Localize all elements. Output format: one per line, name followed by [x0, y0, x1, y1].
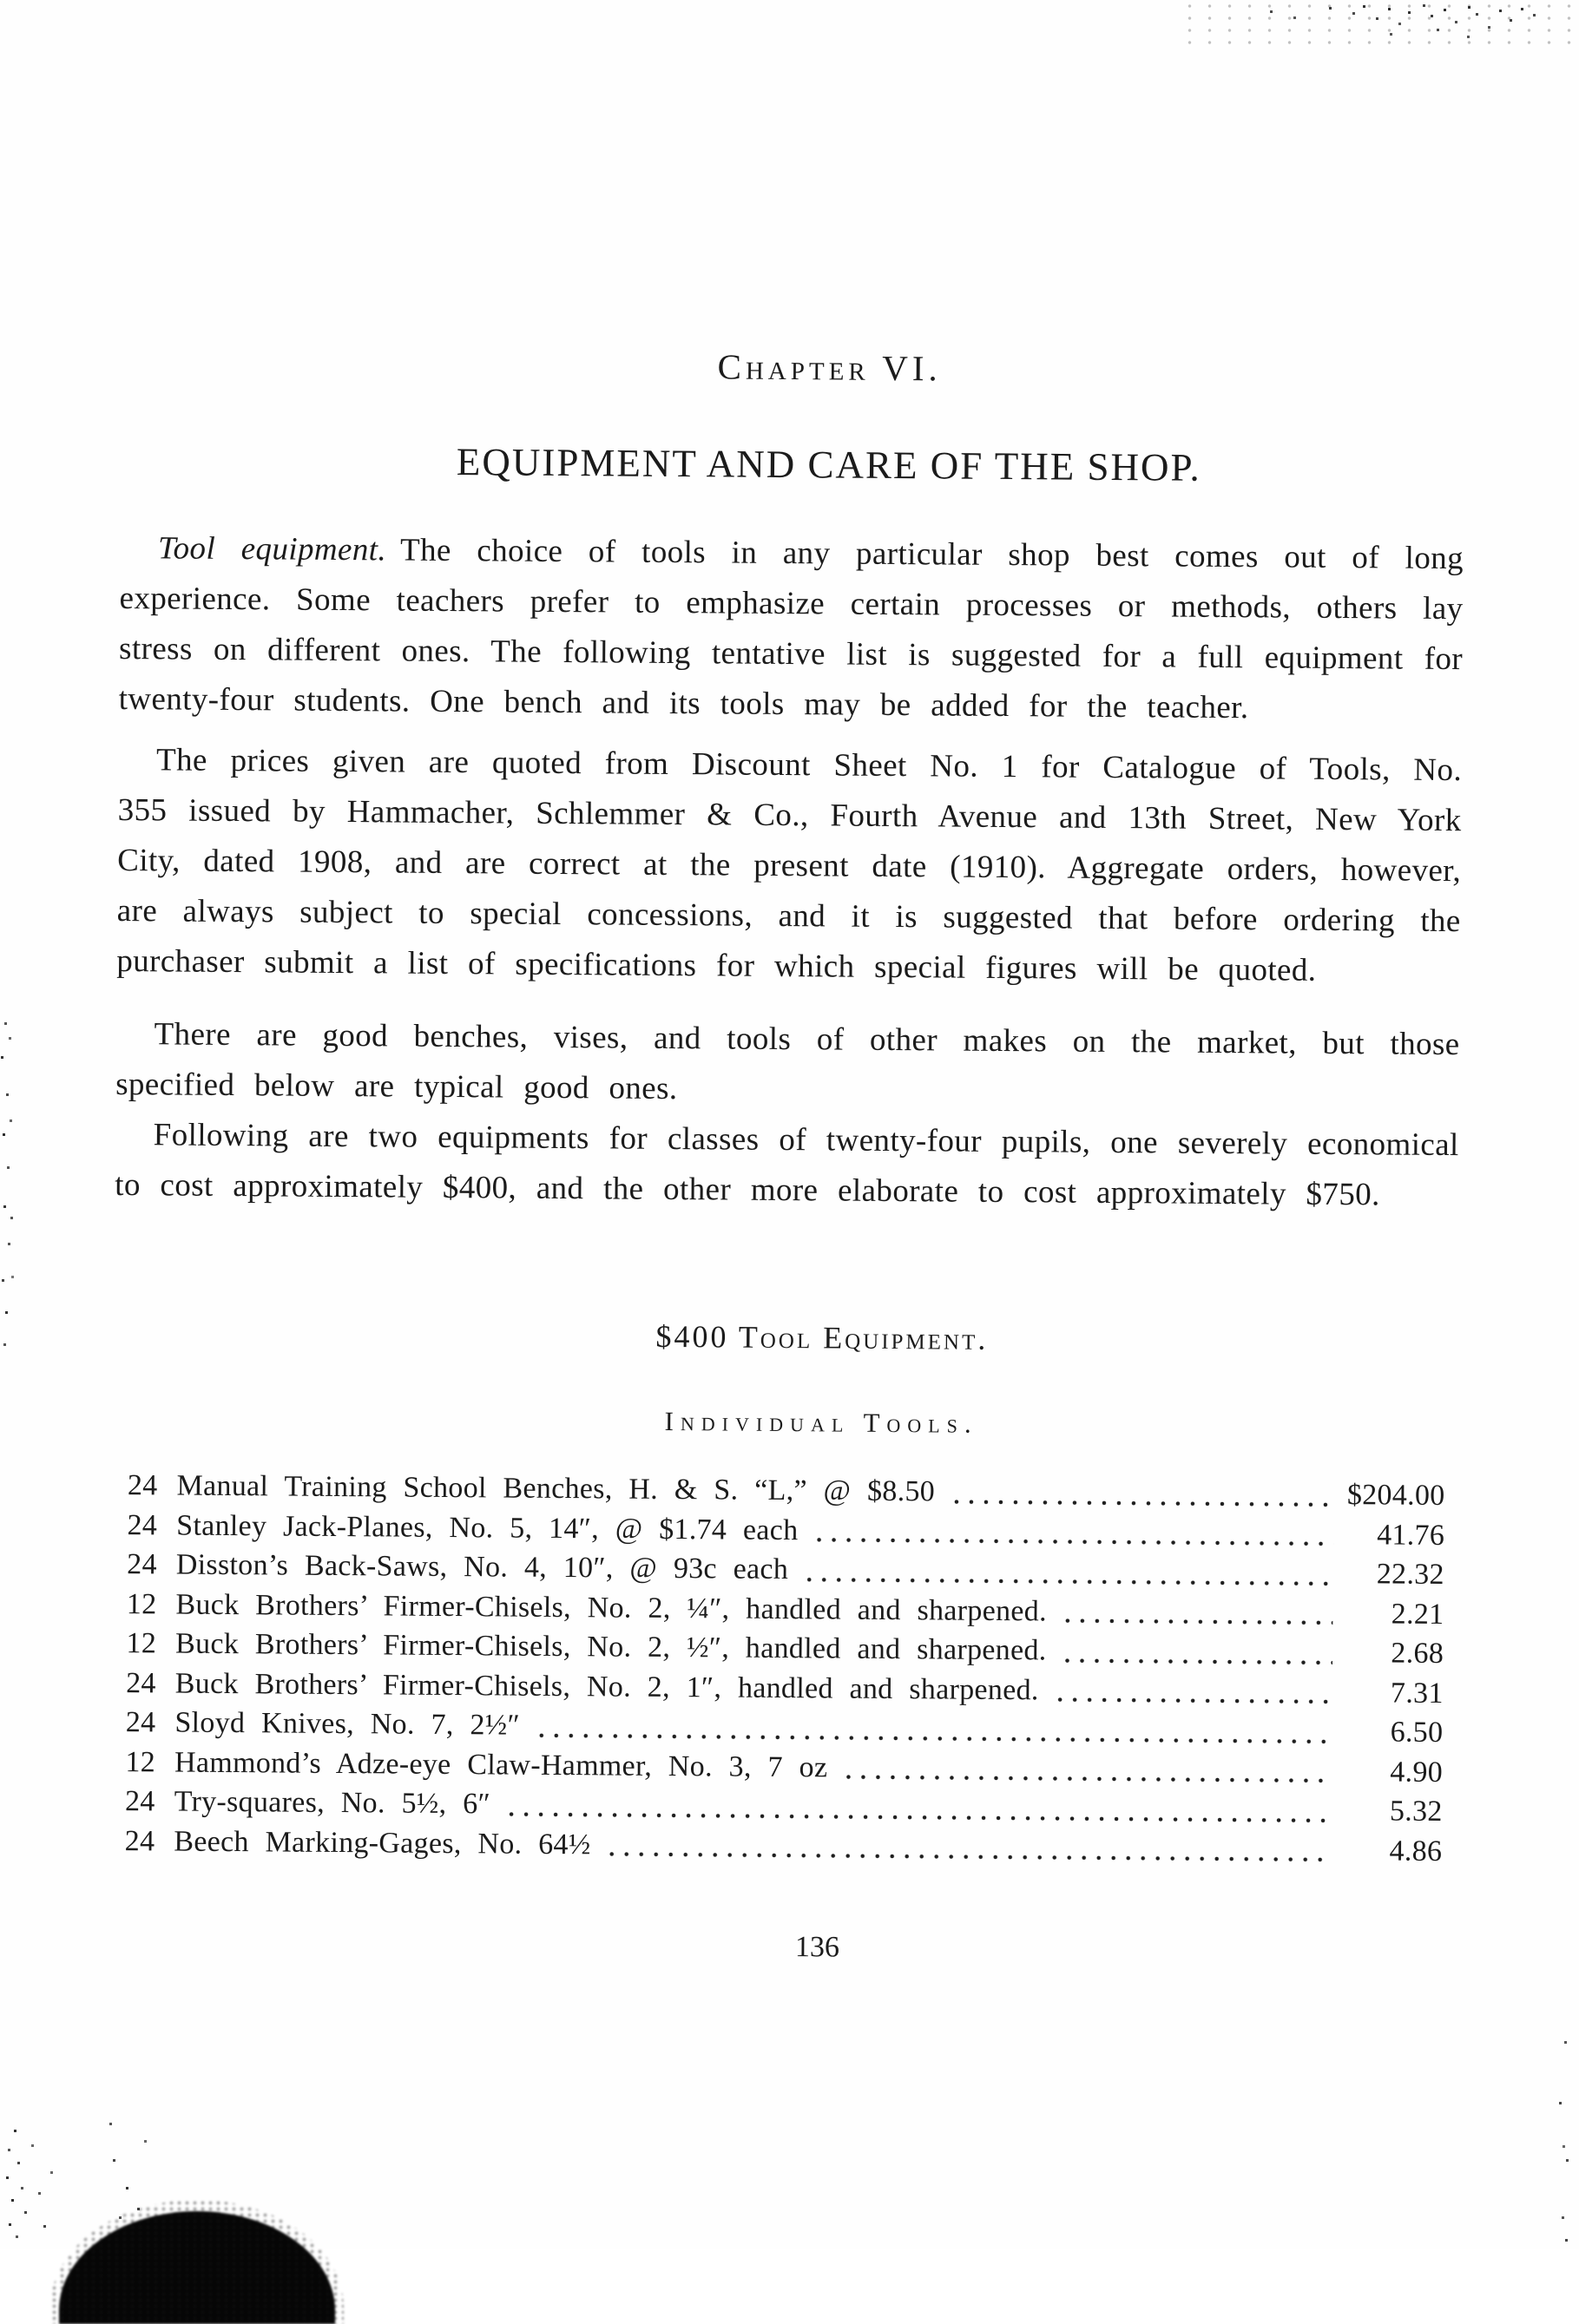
tool-price: 2.21: [1391, 1598, 1444, 1631]
tool-quantity: 24: [127, 1548, 157, 1581]
body-paragraph-tool-equipment: [118, 523, 1464, 735]
dot-leader: [602, 1851, 1332, 1862]
tool-description: Buck Brothers’ Firmer-Chisels, No. 2, ¼″, handled and sharpened.: [175, 1588, 1048, 1627]
dot-leader: [945, 1499, 1334, 1507]
tool-price: 6.50: [1390, 1716, 1444, 1749]
scan-noise-top-right: [1180, 0, 1579, 45]
chapter-heading: Chapter VI.: [717, 346, 942, 389]
tool-description: Disston’s Back-Saws, No. 4, 10″, @ 93c each: [175, 1548, 789, 1586]
tool-quantity: 24: [124, 1785, 155, 1818]
tool-quantity: 24: [126, 1666, 156, 1699]
body-paragraph-two-equipments: Following are two equipments for classes of twenty-four pupils, one severely economical to cost approximately $400, and the other more elaborate to cost approximately $750.: [115, 1117, 1459, 1213]
scan-speckles-bottom-left: [5, 2114, 8, 2117]
tool-description: Stanley Jack-Planes, No. 5, 14″, @ $1.74 each: [176, 1509, 799, 1546]
tool-quantity: 24: [125, 1706, 156, 1739]
dot-leader: [799, 1577, 1333, 1586]
section-heading-400-tool-equipment: $400 Tool Equipment.: [655, 1318, 989, 1356]
tool-quantity: 12: [126, 1587, 157, 1620]
tool-quantity: 24: [127, 1508, 158, 1541]
dot-leader: [808, 1537, 1333, 1546]
body-paragraph-prices: The prices given are quoted from Discount Sheet No. 1 for Catalogue of Tools, No. 355 issued by Hammacher, Schlemmer & Co., Fourth Avenue and 13th Street, New York City, dated 1908, and are correct at the present date (1910). Aggregate orders, however, are always subject to special concessions, and it is suggested that before ordering the purchaser submit a list of specifications for which special figures will be quoted.: [116, 742, 1463, 988]
tool-quantity: 12: [125, 1745, 156, 1778]
tool-price: 41.76: [1377, 1518, 1445, 1552]
tool-price: 22.32: [1376, 1558, 1444, 1591]
dot-leader: [838, 1775, 1332, 1783]
page-title: EQUIPMENT AND CARE OF THE SHOP.: [456, 440, 1201, 489]
dot-leader: [1056, 1658, 1332, 1664]
body-paragraph-other-makes: There are good benches, vises, and tools of other makes on the market, but those specified below are typical good ones.: [115, 1016, 1460, 1107]
tool-price: 4.90: [1390, 1756, 1444, 1789]
paragraph-text: The choice of tools in any particular shop best comes out of long experience. Some teachers prefer to emphasize certain processes or methods, others lay stress on different ones. The following tentative list is suggested for a full equipment for twenty-four students. One bench and its tools may be added for the teacher.: [118, 532, 1464, 726]
dot-leader: [1057, 1618, 1333, 1625]
scan-speckles-top-right: [0, 0, 3, 3]
tool-price: 2.68: [1391, 1637, 1444, 1670]
tool-description: Beech Marking-Gages, No. 64½: [174, 1825, 591, 1861]
tool-quantity: 24: [124, 1824, 155, 1857]
page-number: 136: [794, 1931, 840, 1964]
tool-price: 4.86: [1389, 1835, 1443, 1868]
scan-speckles-right-edge: [1561, 1987, 1563, 1990]
paragraph-lead-italic: Tool equipment.: [157, 530, 387, 568]
tool-description: Try-squares, No. 5½, 6″: [174, 1785, 491, 1821]
dot-leader: [501, 1811, 1332, 1823]
scan-speckles-left-edge: [2, 989, 4, 992]
tool-list: [109, 1466, 1445, 1871]
tool-description: Manual Training School Benches, H. & S. “L,” @ $8.50: [176, 1469, 936, 1508]
tool-price: 5.32: [1389, 1795, 1443, 1828]
dot-leader: [1049, 1697, 1332, 1704]
tool-description: Hammond’s Adze-eye Claw-Hammer, No. 3, 7 oz: [174, 1746, 828, 1783]
tool-price: 7.31: [1390, 1677, 1444, 1710]
section-subheading-individual-tools: Individual Tools.: [664, 1405, 978, 1439]
tool-description: Sloyd Knives, No. 7, 2½″: [174, 1706, 521, 1742]
tool-description: Buck Brothers’ Firmer-Chisels, No. 2, ½″, handled and sharpened.: [174, 1627, 1047, 1667]
tool-quantity: 24: [127, 1469, 158, 1502]
page-content: [109, 0, 1468, 1970]
tool-description: Buck Brothers’ Firmer-Chisels, No. 2, 1″, handled and sharpened.: [174, 1667, 1039, 1706]
scan-blob-artifact: [59, 2211, 335, 2324]
tool-price: $204.00: [1346, 1479, 1445, 1513]
tool-quantity: 12: [126, 1627, 157, 1660]
dot-leader: [530, 1732, 1332, 1743]
